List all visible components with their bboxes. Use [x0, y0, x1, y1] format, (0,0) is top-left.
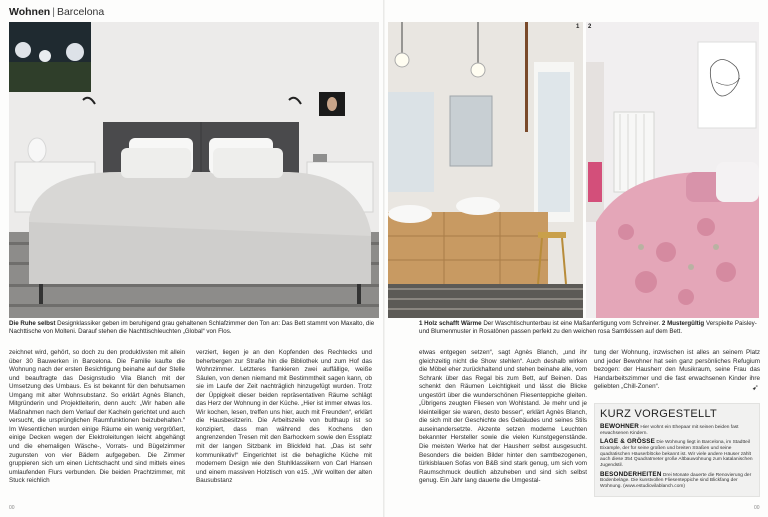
- info-box: [594, 403, 760, 497]
- body-column-3: etwas entgegen setzen“, sagt Agnès Blanch, „und ihr gleichzeitig nicht die Show stehlen“. Auch deshalb wirken die Möbel eher zurückhaltend und stehen beinahe alle, vom Schrank über das Regal bis zum Bett, auf Beinen. Das schenkt den Räumen Leichtigkeit und lässt die Blicke ungestört über die wunderschönen Fliesenteppiche gleiten. „Übrigens zeugten Fliesen von Wohlstand. Je mehr und je kleinteiliger sie waren, desto besser“, erklärt Agnès Blanch, die sich mit der Geschichte des Gebäudes und seines Stils auseinandersetzte. Akzente setzen moderne Leuchten bekannter Hersteller sowie die vielen Kunstgegenstände. Die meisten Werke hat der Hausherr selbst ausgesucht. Besonders die beiden Bilder hinter den samtbezogenen, türkisblauen Sofas von B&B sind stark genug, um sich vom Raumschmuck deutlich abzuheben und sind sich selbst genug. Ein Jahr lang dauerte die Umgestal-: [419, 349, 587, 485]
- photo-number-2: 2: [588, 24, 592, 30]
- body-column-4: tung der Wohnung, inzwischen ist alles an seinem Platz und jeder Bewohner hat sein ganz persönliches Refugium bezogen: der Hausherr den Musikraum, seine Frau das Handarbeitszimmer und die fast erwachsenen Kinder ihre geliebten „Chill-Zonen“.: [594, 349, 760, 391]
- caption-bold-1: Holz schafft Wärme: [422, 320, 482, 327]
- info-item-location: [600, 439, 754, 469]
- caption-num-1: 1: [419, 320, 423, 327]
- bath-room-caption: [419, 320, 759, 335]
- header-city: Barcelona: [56, 6, 105, 18]
- info-text-residents: Hier wohnt ein Ehepaar mit seinen beiden fast erwachsenen Kindern.: [600, 425, 739, 436]
- info-item-features: [600, 472, 754, 490]
- info-box-title: KURZ VORGESTELLT: [600, 408, 718, 420]
- pink-bedroom-illustration: [586, 22, 759, 318]
- page-header: [9, 6, 104, 18]
- bathroom-illustration: [388, 22, 583, 318]
- photo-number-1: 1: [576, 24, 580, 30]
- bedroom-photo: [9, 22, 379, 318]
- caption-text-2: Verspielte Paisley- und Blumenmuster in Rosatönen passen perfekt zu den weichen rosa Samtkissen auf dem Bett.: [419, 320, 757, 335]
- body-column-1: zeichnet wird, gehört, so doch zu den produktivsten mit allein über 30 Bauwerken in Barcelona. Die Familie kaufte die Wohnung nach der ersten Besichtigung beinahe auf der Stelle und beauftragte das Designstudio Vila Blanch mit der Umsetzung des Umbaus. Es ist bekannt für den behutsamen Umgang mit alter Wohnsubstanz. So erklärt Agnès Blanch, Mitgründerin und Projektleiterin, denn auch: „Wir haben alle Maßnahmen nach dem Verlauf der Kacheln gerichtet und auch versucht, die ursprünglichen Raumfunktionen beizubehalten.“ Im Wesentlichen wurden einige Räume ein wenig vergrößert, einige Decken wegen der Elektroleitungen leicht abgehängt und die ehemaligen Wäsche-, Vorrats- und Bügelzimmer zugunsten von vier Bädern aufgegeben. Die Zimmer gruppieren sich um einen Lichtschacht und sind mittels eines umlaufenden Flurs verbunden. Die beiden Prachtzimmer, mit Stuck reichlich: [9, 349, 185, 485]
- pink-bedroom-photo: [586, 22, 759, 318]
- page-number-left: 00: [9, 505, 15, 511]
- body-column-2: verziert, liegen je an den Kopfenden des Rechtecks und beherbergen zur Straße hin die Bibliothek und zum Hof das Wohnzimmer. Letzteres flankieren zwei auffällige, weiße Säulen, von denen niemand mit Bestimmtheit sagen kann, ob sie im Laufe der Zeit nachträglich hinzugefügt wurden. Trotz der Üppigkeit dieser beiden repräsentativen Räume schlägt das Herz der Wohnung in der Küche. „Hier ist immer etwas los. Wir kochen, lesen, treffen uns hier, auch mit Freunden“, erklärt die Hausbesitzerin. Die Arbeitszeile von bulthaup ist so konzipiert, dass man während des Kochens den angrenzenden Tresen mit den Barhockern sowie den Essplatz mit der langen Sitzbank im Blickfeld hat. „Das ist sehr kommunikativ!“ Eingerichtet ist die behagliche Küche mit modernem Design wie den Stuhlklassikern von Carl Hansen und einem massiven Holztisch von e15. „Wir wollten der alten Bausubstanz: [196, 349, 372, 485]
- page-number-right: 00: [754, 505, 760, 511]
- info-text-location: Die Wohnung liegt in Barcelona, im Stadtteil Eixample, der für seine großen und breiten Straßen und seine quadratischen Häuserblöcke bekannt ist. Wir viele andere Häuser zählt auch diese 354 Quadratmeter große Altbauwohnung zum katalanischen Jugendstil.: [600, 440, 753, 469]
- caption-text-left: Designklassiker geben im beruhigend grau gehaltenen Schlafzimmer den Ton an: Das Bett stammt von Maxalto, die Nachttische von Molteni. Darauf stehen die Nachttischleuchten „Global“ von Flos.: [9, 320, 375, 335]
- caption-text-1: Der Waschtischunterbau ist eine Maßanfertigung vom Schreiner.: [481, 320, 661, 327]
- caption-bold-left: Die Ruhe selbst: [9, 320, 56, 327]
- caption-bold-2: Mustergültig: [665, 320, 705, 327]
- info-item-residents: [600, 424, 754, 437]
- section-title: Wohnen: [9, 6, 51, 18]
- page-gutter: [383, 0, 385, 517]
- caption-num-2: 2: [660, 320, 666, 327]
- info-label-location: LAGE & GRÖSSE: [600, 438, 656, 446]
- header-separator: |: [52, 6, 55, 18]
- info-label-features: BESONDERHEITEN: [600, 470, 662, 478]
- info-label-residents: BEWOHNER: [600, 423, 640, 430]
- continue-arrow-icon: ➹: [752, 383, 759, 392]
- bedroom-illustration: [9, 22, 379, 318]
- info-text-features: Drei Monate dauerte die Renovierung der Bodenbeläge. Die kunstvollen Fliesenteppiche sind Blickfang der Wohnung. (www.estudiovilablanch.com): [600, 472, 752, 490]
- bathroom-photo: [388, 22, 583, 318]
- bedroom-caption: [9, 320, 379, 335]
